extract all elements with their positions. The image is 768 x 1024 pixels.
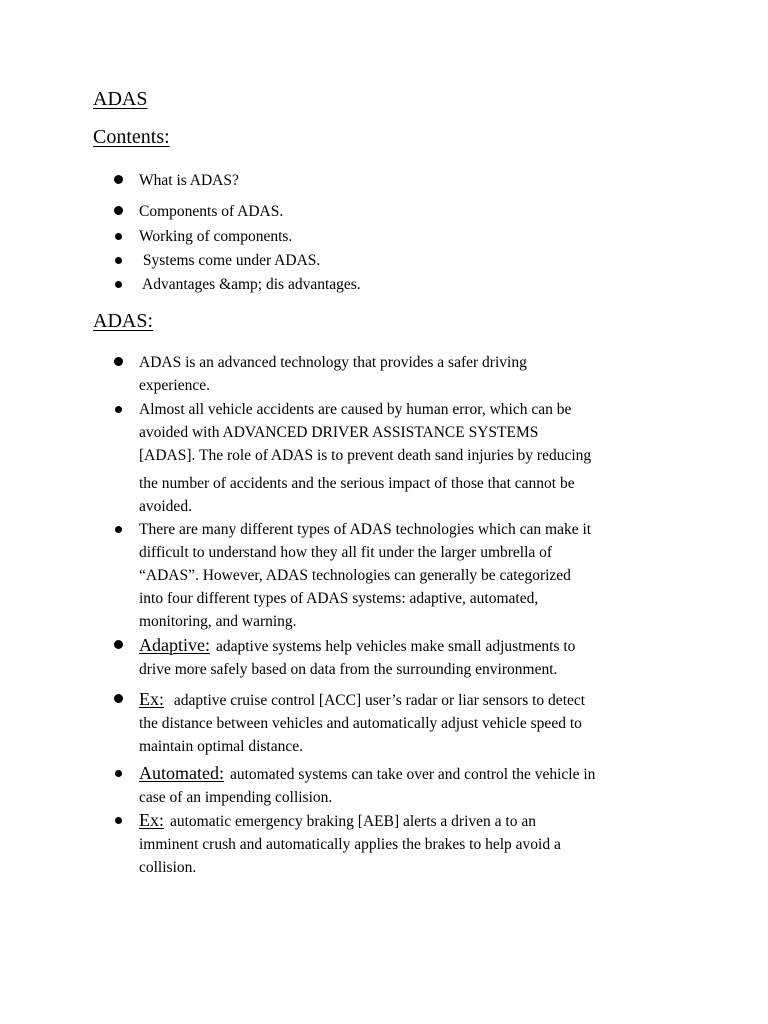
paragraph-item: [112, 518, 682, 633]
paragraph-item: [112, 351, 682, 397]
bullet-icon: [114, 640, 123, 649]
paragraph-line: avoided with ADVANCED DRIVER ASSISTANCE SYSTEMS: [139, 424, 539, 441]
bullet-icon: [115, 257, 122, 264]
paragraph-line: ADAS is an advanced technology that provides a safer driving: [139, 354, 527, 371]
paragraph-line: Almost all vehicle accidents are caused by human error, which can be: [139, 401, 572, 418]
paragraph-line: imminent crush and automatically applies the brakes to help avoid a: [139, 836, 561, 853]
bullet-icon: [115, 281, 122, 288]
term-label: Adaptive:: [139, 635, 210, 655]
section-heading: ADAS:: [93, 310, 154, 332]
paragraph-item: [112, 688, 682, 758]
paragraph-line: into four different types of ADAS systems: adaptive, automated,: [139, 590, 539, 607]
document-title: ADAS: [93, 88, 148, 110]
bullet-icon: [115, 233, 122, 240]
bullet-icon: [115, 526, 122, 533]
term-label: Ex:: [139, 810, 164, 830]
paragraph-line: monitoring, and warning.: [139, 613, 297, 630]
paragraph-line: “ADAS”. However, ADAS technologies can generally be categorized: [139, 567, 571, 584]
contents-item-text: Systems come under ADAS.: [139, 252, 321, 269]
contents-item-text: What is ADAS?: [139, 172, 239, 189]
paragraph-item: [112, 634, 682, 681]
contents-item-text: Working of components.: [139, 228, 293, 245]
contents-item: [112, 273, 682, 296]
paragraph-line: collision.: [139, 859, 197, 876]
contents-item: [112, 200, 682, 223]
bullet-icon: [114, 206, 123, 215]
contents-item: [112, 169, 682, 192]
paragraph-line: adaptive systems help vehicles make small adjustments to: [215, 638, 576, 655]
paragraph-line: difficult to understand how they all fit under the larger umbrella of: [139, 544, 553, 561]
paragraph-line: the number of accidents and the serious impact of those that cannot be: [139, 475, 575, 492]
bullet-icon: [115, 406, 122, 413]
paragraph-line: experience.: [139, 377, 210, 394]
contents-item-text: Components of ADAS.: [139, 203, 284, 220]
contents-item: [112, 225, 682, 248]
paragraph-item: [112, 762, 682, 809]
paragraph-line: the distance between vehicles and automatically adjust vehicle speed to: [139, 715, 582, 732]
paragraph-line: automatic emergency braking [AEB] alerts a driven a to an: [170, 813, 536, 830]
paragraph-line: automated systems can take over and control the vehicle in: [229, 766, 596, 783]
paragraph-line: drive more safely based on data from the surrounding environment.: [139, 661, 558, 678]
term-label: Automated:: [139, 763, 224, 783]
paragraph-line: maintain optimal distance.: [139, 738, 303, 755]
bullet-icon: [115, 817, 122, 824]
paragraph-line: case of an impending collision.: [139, 789, 333, 806]
contents-heading: Contents:: [93, 126, 170, 148]
bullet-icon: [114, 357, 123, 366]
paragraph-item: [112, 809, 682, 879]
bullet-icon: [115, 770, 122, 777]
paragraph-line: adaptive cruise control [ACC] user’s radar or liar sensors to detect: [170, 692, 586, 709]
bullet-icon: [114, 694, 123, 703]
contents-item-text: Advantages &amp; dis advantages.: [139, 276, 361, 293]
paragraph-item: [112, 398, 682, 518]
contents-item: [112, 249, 682, 272]
paragraph-line: avoided.: [139, 498, 192, 515]
bullet-icon: [114, 175, 123, 184]
paragraph-line: There are many different types of ADAS technologies which can make it: [139, 521, 592, 538]
term-label: Ex:: [139, 689, 164, 709]
paragraph-line: [ADAS]. The role of ADAS is to prevent death sand injuries by reducing: [139, 447, 592, 464]
